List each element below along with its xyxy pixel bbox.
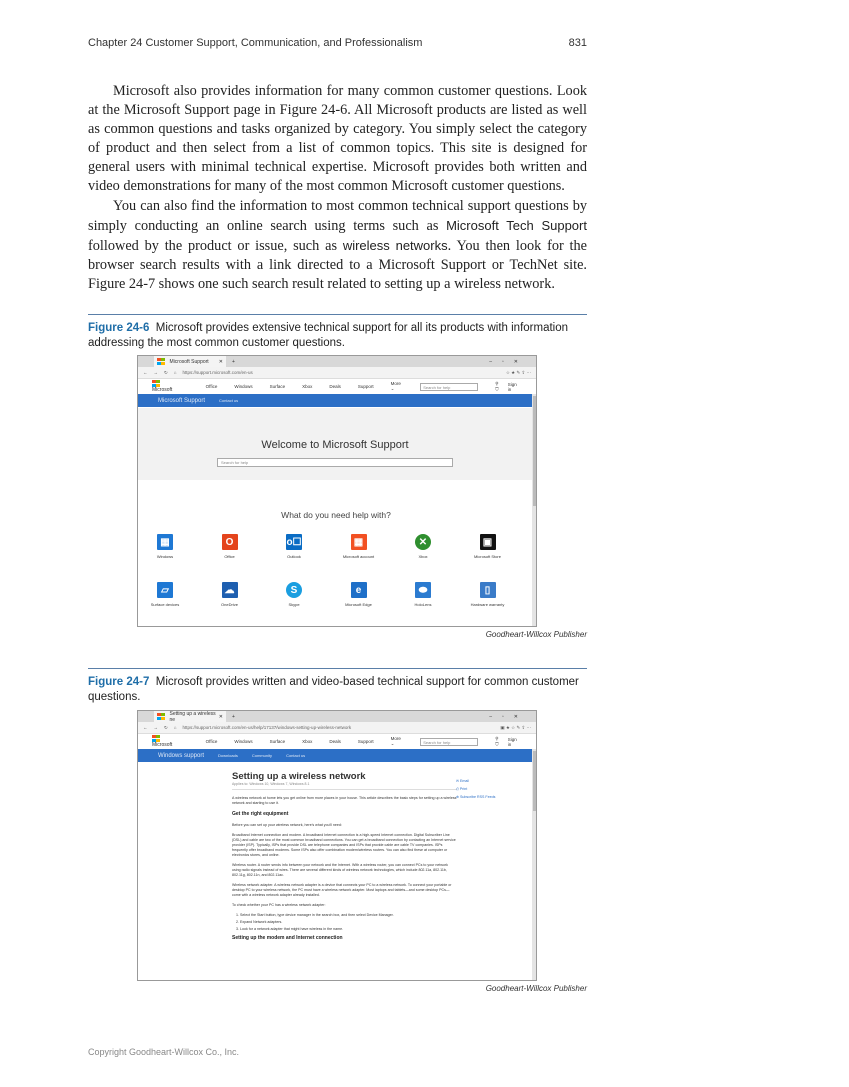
- section-heading: Get the right equipment: [232, 811, 289, 817]
- favorites-icon[interactable]: ▣ ★ ☆ ✎ ⇪ ⋯: [500, 724, 531, 730]
- nav-windows[interactable]: Windows: [234, 384, 253, 389]
- product-label: OneDrive: [221, 602, 238, 607]
- hero: [138, 408, 532, 480]
- list-item: 2. Expand Network adapters.: [236, 920, 283, 924]
- figure-label: Figure 24-7: [88, 676, 150, 688]
- product-tile[interactable]: [195, 582, 265, 607]
- browser-tab[interactable]: [154, 711, 226, 722]
- nav-office[interactable]: Office: [205, 739, 218, 744]
- help-heading: What do you need help with?: [281, 510, 391, 520]
- figure-caption: [88, 675, 587, 705]
- product-label: Microsoft Edge: [345, 602, 372, 607]
- paragraph: To check whether your PC has a wireless network adapter:: [232, 903, 326, 907]
- paragraph: Before you can set up your wireless network, here's what you'll need:: [232, 823, 342, 827]
- product-icon: ▯: [480, 582, 496, 598]
- sign-in-link[interactable]: Sign in: [507, 381, 517, 392]
- figure-rule: [88, 314, 587, 315]
- support-title[interactable]: Windows support: [158, 752, 205, 759]
- support-bar: [138, 749, 536, 762]
- copyright: Copyright Goodheart-Willcox Co., Inc.: [88, 1047, 240, 1057]
- caption-text: Microsoft provides written and video-based technical support for common customer questions.: [88, 676, 579, 703]
- browser-tab[interactable]: [154, 356, 226, 367]
- address-bar: [138, 722, 536, 734]
- refresh-icon[interactable]: ↻: [164, 724, 168, 730]
- microsoft-brand[interactable]: Microsoft: [152, 735, 189, 749]
- nav-xbox[interactable]: Xbox: [302, 384, 313, 389]
- support-title[interactable]: Microsoft Support: [158, 397, 206, 404]
- print-link[interactable]: ⎙ Print: [456, 787, 468, 791]
- forward-icon[interactable]: →: [153, 725, 158, 730]
- article-actions: [456, 777, 495, 801]
- support-bar: [138, 394, 536, 407]
- nav-deals[interactable]: Deals: [329, 739, 341, 744]
- applies-to: Applies to: Windows 10, Windows 7, Windows 8.1: [232, 782, 457, 790]
- rss-link[interactable]: ⊕ Subscribe RSS Feeds: [456, 795, 496, 799]
- product-icon: ▣: [480, 534, 496, 550]
- product-label: Microsoft Store: [474, 554, 501, 559]
- chapter-title: Chapter 24 Customer Support, Communication, and Professionalism: [88, 37, 423, 49]
- text: . You then look for the browser search results with a link directed to a Microsoft Support or TechNet site. Figure 24-7 shows one such search result related to setting up a wireless network.: [88, 237, 587, 292]
- nav-support[interactable]: Support: [357, 384, 374, 389]
- close-icon[interactable]: ✕: [218, 358, 223, 365]
- nav-surface[interactable]: Surface: [269, 739, 286, 744]
- page-number: 831: [568, 37, 587, 49]
- product-tile[interactable]: [388, 582, 458, 607]
- figure-caption: [88, 321, 587, 351]
- product-label: Xbox: [418, 554, 428, 559]
- favorites-icon[interactable]: ☆ ★ ✎ ⇪ ⋯: [505, 369, 531, 375]
- contact-us-link[interactable]: Contact us: [219, 398, 239, 403]
- caption-text: Microsoft provides extensive technical support for all its products with information addressing the most common customer questions.: [88, 322, 569, 349]
- search-term: Microsoft Tech Support: [446, 217, 587, 233]
- microsoft-brand[interactable]: Microsoft: [152, 380, 189, 394]
- figure-screenshot: [137, 710, 537, 981]
- product-label: Outlook: [287, 554, 301, 559]
- site-search-input[interactable]: Search for help: [420, 738, 478, 746]
- downloads-link[interactable]: Downloads: [218, 753, 238, 758]
- nav-xbox[interactable]: Xbox: [302, 739, 313, 744]
- section-heading: Setting up the modem and Internet connection: [232, 935, 343, 941]
- cart-icon[interactable]: ⚲ ⛉: [495, 381, 499, 392]
- email-link[interactable]: ✉ Email: [456, 779, 470, 783]
- forward-icon[interactable]: →: [153, 370, 158, 375]
- product-icon: ▦: [157, 534, 173, 550]
- product-label: Windows: [156, 554, 174, 559]
- scrollbar[interactable]: [532, 394, 536, 626]
- scrollbar[interactable]: [532, 749, 536, 980]
- window-controls-icon[interactable]: –▫✕: [489, 358, 528, 365]
- product-tile[interactable]: [259, 582, 329, 607]
- paragraph: Broadband Internet connection and modem. A broadband Internet connection is a high-speed Internet connection. Digital Subscriber Line (DSL) and cable are two of the most common broadband connections. You can get a broadband connection by contacting an Internet service provider (ISP). Typically, ISPs that provide DSL are telephone companies and ISPs that provide cable are cable TV companies. ISPs frequently offer broadband modems. Some ISPs also offer combination modem/wireless routers. You can also find these at computer or electronics stores, and online.: [232, 833, 456, 857]
- product-tile[interactable]: [388, 534, 458, 559]
- product-tile[interactable]: [324, 534, 394, 559]
- url-field[interactable]: https://support.microsoft.com/en-us: [182, 370, 253, 375]
- browser-tabbar: [138, 711, 536, 722]
- home-icon[interactable]: ⌂: [173, 370, 177, 375]
- nav-support[interactable]: Support: [357, 739, 374, 744]
- body-text: [88, 82, 587, 294]
- product-icon: ▦: [351, 534, 367, 550]
- list-item: 1. Select the Start button, type device manager in the search box, and then select Device Manager.: [236, 913, 394, 917]
- figure-label: Figure 24-6: [88, 322, 150, 334]
- figure-rule: [88, 668, 587, 669]
- product-label: Office: [224, 554, 235, 559]
- close-icon[interactable]: ✕: [218, 713, 223, 720]
- product-label: Hardware warranty: [470, 602, 505, 607]
- product-icon: e: [351, 582, 367, 598]
- article-title: Setting up a wireless network: [232, 771, 366, 782]
- product-icon: ▱: [157, 582, 173, 598]
- sign-in-link[interactable]: Sign in: [507, 736, 517, 747]
- paragraph: Wireless router. A router sends info between your network and the Internet. With a wireless router, you can connect PCs to your network using radio signals instead of wires. There are several different kinds of wireless network technologies, which include 802.11a, 802.11b, 802.11g, 802.11n, and 802.11ac.: [232, 863, 448, 877]
- product-tile[interactable]: [259, 534, 329, 559]
- list-item: 3. Look for a network adapter that might have wireless in the name.: [236, 927, 344, 931]
- search-term: wireless networks: [342, 237, 448, 253]
- cart-icon[interactable]: ⚲ ⛉: [495, 736, 499, 747]
- paragraph: A wireless network at home lets you get online from more places in your house. This article describes the basic steps for setting up a wireless network and starting to use it.: [232, 796, 457, 805]
- paragraph: [88, 197, 587, 294]
- back-icon[interactable]: ←: [143, 370, 148, 375]
- running-header: [88, 37, 587, 49]
- site-search-input[interactable]: Search for help: [420, 383, 478, 391]
- site-nav: [138, 379, 536, 394]
- product-icon: ☁: [222, 582, 238, 598]
- back-icon[interactable]: ←: [143, 725, 148, 730]
- window-controls-icon[interactable]: –▫✕: [489, 713, 528, 720]
- paragraph: Wireless network adapter. A wireless network adapter is a device that connects your PC to a wireless network. To connect your portable or desktop PC to your wireless network, the PC must have a wireless network adapter. Most laptops and tablets—and some desktop PCs—come with a wireless network adapter already installed.: [232, 883, 452, 897]
- new-tab-icon[interactable]: +: [232, 713, 235, 720]
- product-label: Skype: [288, 602, 300, 607]
- product-icon: o☐: [286, 534, 302, 550]
- tab-title: Setting up a wireless ne: [169, 710, 216, 723]
- refresh-icon[interactable]: ↻: [164, 369, 168, 375]
- figure-screenshot: [137, 355, 537, 627]
- product-tile[interactable]: [137, 534, 200, 559]
- contact-us-link[interactable]: Contact us: [286, 753, 306, 758]
- figure-credit: Goodheart-Willcox Publisher: [485, 984, 587, 993]
- text: followed by the product or issue, such as: [88, 237, 343, 254]
- nav-surface[interactable]: Surface: [269, 384, 286, 389]
- browser-tabbar: [138, 356, 536, 367]
- product-tile[interactable]: [453, 582, 523, 607]
- text: You can also find the information to most common technical support questions by simply conducting an online search using terms such as: [88, 197, 587, 234]
- nav-office[interactable]: Office: [205, 384, 218, 389]
- product-icon: ✕: [415, 534, 431, 550]
- article: [232, 771, 457, 947]
- support-search-input[interactable]: Search for help: [217, 458, 453, 467]
- new-tab-icon[interactable]: +: [232, 358, 235, 365]
- product-label: Surface devices: [150, 602, 180, 607]
- product-tile[interactable]: [324, 582, 394, 607]
- address-bar: [138, 367, 536, 379]
- product-label: HoloLens: [414, 602, 432, 607]
- product-label: Microsoft account: [342, 554, 375, 559]
- nav-more[interactable]: More ⌄: [390, 381, 401, 391]
- product-icon: O: [222, 534, 238, 550]
- product-tile[interactable]: [195, 534, 265, 559]
- product-icon: ⬬: [415, 582, 431, 598]
- tab-title: Microsoft Support: [169, 358, 209, 365]
- community-link[interactable]: Community: [251, 753, 273, 758]
- microsoft-logo-icon: [157, 713, 165, 721]
- url-field[interactable]: https://support.microsoft.com/en-us/help/17137/windows-setting-up-wireless-network: [182, 725, 352, 730]
- figure-credit: Goodheart-Willcox Publisher: [485, 630, 587, 639]
- nav-deals[interactable]: Deals: [329, 384, 341, 389]
- home-icon[interactable]: ⌂: [173, 725, 177, 730]
- paragraph: Microsoft also provides information for many common customer questions. Look at the Microsoft Support page in Figure 24-6. All Microsoft products are listed as well as common questions and tasks organized by category. You simply select the category of product and then select from a list of common topics. This site is designed for general users with minimal technical expertise. Microsoft provides both written and video demonstrations for many of the most common Microsoft customer questions.: [88, 83, 587, 195]
- nav-windows[interactable]: Windows: [234, 739, 253, 744]
- product-icon: S: [286, 582, 302, 598]
- site-nav: [138, 734, 536, 749]
- microsoft-logo-icon: [157, 358, 165, 366]
- welcome-heading: Welcome to Microsoft Support: [261, 439, 409, 451]
- nav-more[interactable]: More ⌄: [390, 736, 401, 746]
- product-tile[interactable]: [453, 534, 523, 559]
- product-tile[interactable]: [137, 582, 200, 607]
